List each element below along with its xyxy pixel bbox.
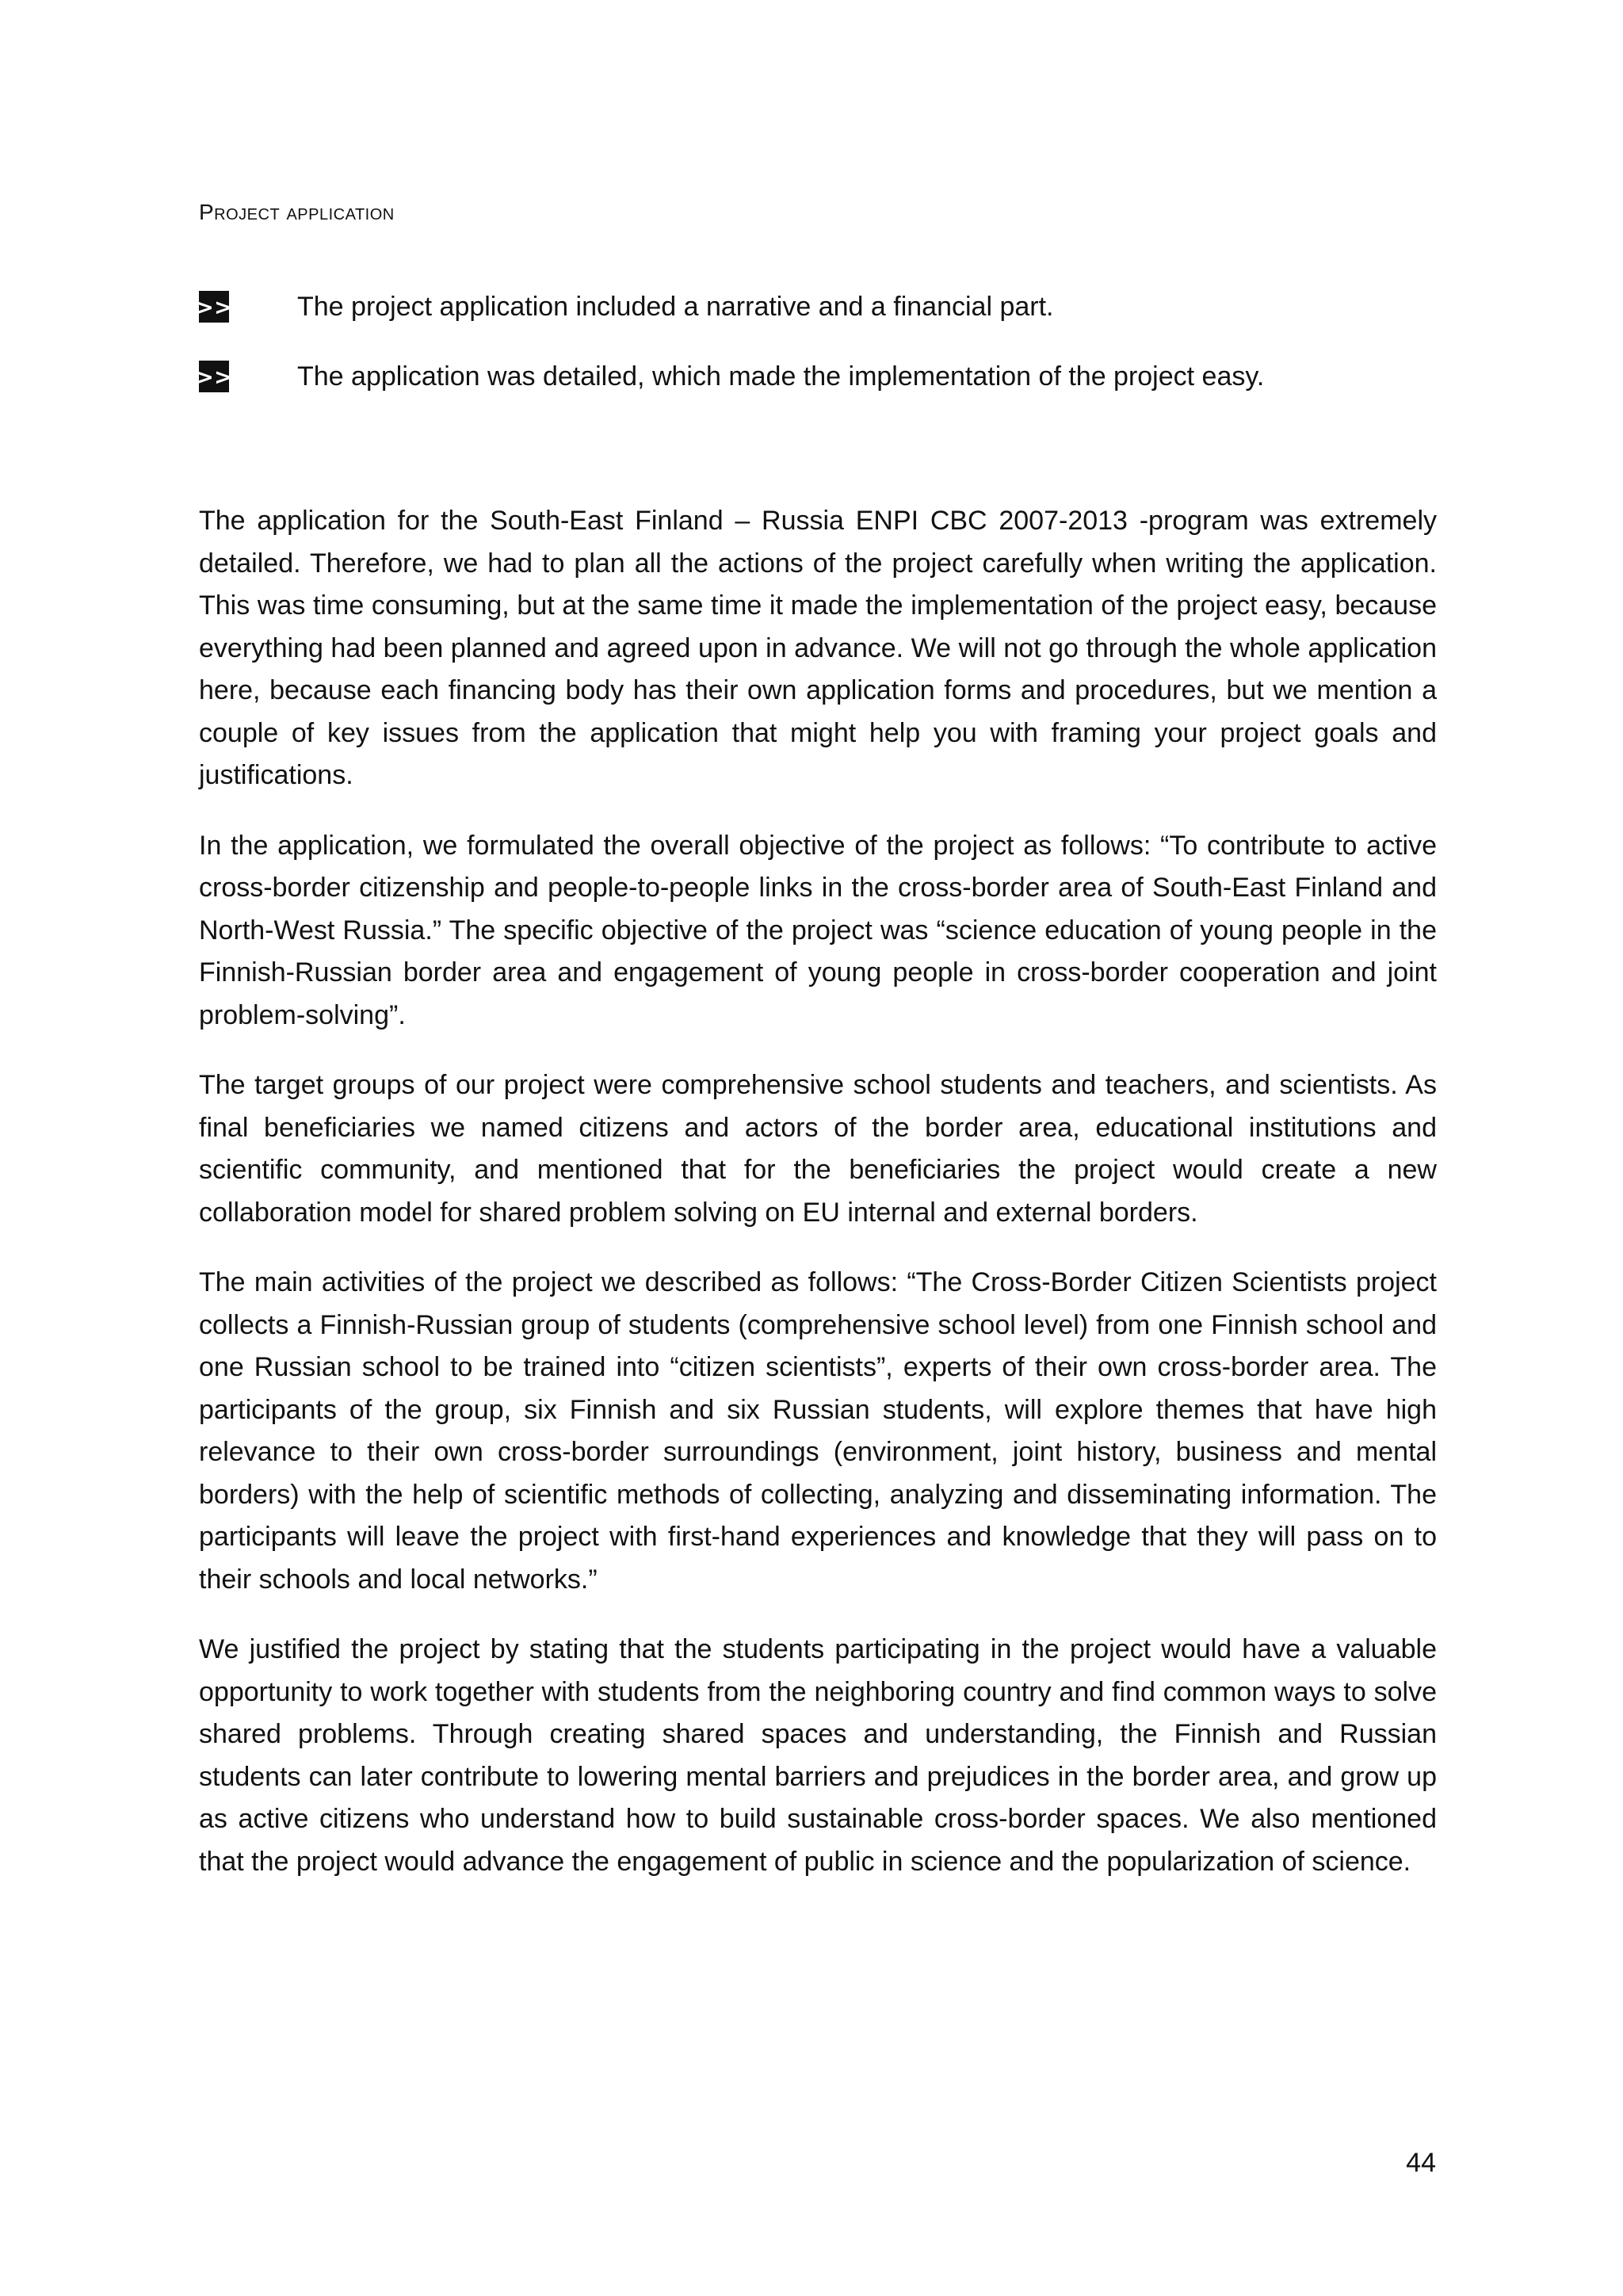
bullet-item [195, 289, 1435, 324]
bullet-text: The project application included a narrative and a financial part. [297, 292, 1054, 322]
paragraph: The main activities of the project we described as follows: “The Cross-Border Citizen Scientists project collects a Finnish-Russian group of students (comprehensive school level) from one Finnish school and one Russian school to be trained into “citizen scientists”, experts of their own cross-border area. The participants of the group, six Finnish and six Russian students, will explore themes that have high relevance to their own cross-border surroundings (environment, joint history, business and mental borders) with the help of scientific methods of collecting, analyzing and disseminating information. The participants will leave the project with first-hand experiences and knowledge that they will pass on to their schools and local networks.” [199, 1267, 1437, 1595]
section-title: Project application [199, 200, 395, 224]
bullet-text: The application was detailed, which made the implementation of the project easy. [297, 361, 1265, 392]
bullet-item [195, 359, 1435, 394]
bullet-list [195, 289, 1435, 429]
paragraph: The target groups of our project were comprehensive school students and teachers, and scientists. As final beneficiaries we named citizens and actors of the border area, educational institutions and scientific community, and mentioned that for the beneficiaries the project would create a new collaboration model for shared problem solving on EU internal and external borders. [199, 1070, 1437, 1228]
paragraph: In the application, we formulated the overall objective of the project as follows: “To contribute to active cross-border citizenship and people-to-people links in the cross-border area of South-East Finland and North-West Russia.” The specific objective of the project was “science education of young people in the Finnish-Russian border area and engagement of young people in cross-border cooperation and joint problem-solving”. [199, 830, 1437, 1030]
paragraph: We justified the project by stating that the students participating in the project would have a valuable opportunity to work together with students from the neighboring country and find common ways to solve shared problems. Through creating shared spaces and understanding, the Finnish and Russian students can later contribute to lowering mental barriers and prejudices in the border area, and grow up as active citizens who understand how to build sustainable cross-border spaces. We also mentioned that the project would advance the engagement of public in science and the popularization of science. [199, 1634, 1437, 1877]
paragraph: The application for the South-East Finland – Russia ENPI CBC 2007-2013 -program was extremely detailed. Therefore, we had to plan all the actions of the project carefully when writing the application. This was time consuming, but at the same time it made the implementation of the project easy, because everything had been planned and agreed upon in advance. We will not go through the whole application here, because each financing body has their own application forms and procedures, but we mention a couple of key issues from the application that might help you with framing your project goals and justifications. [199, 506, 1437, 790]
double-arrow-icon: >> [199, 361, 229, 392]
page-number: 44 [1406, 2148, 1436, 2178]
double-arrow-icon: >> [199, 291, 229, 323]
body-text [199, 500, 1437, 1911]
